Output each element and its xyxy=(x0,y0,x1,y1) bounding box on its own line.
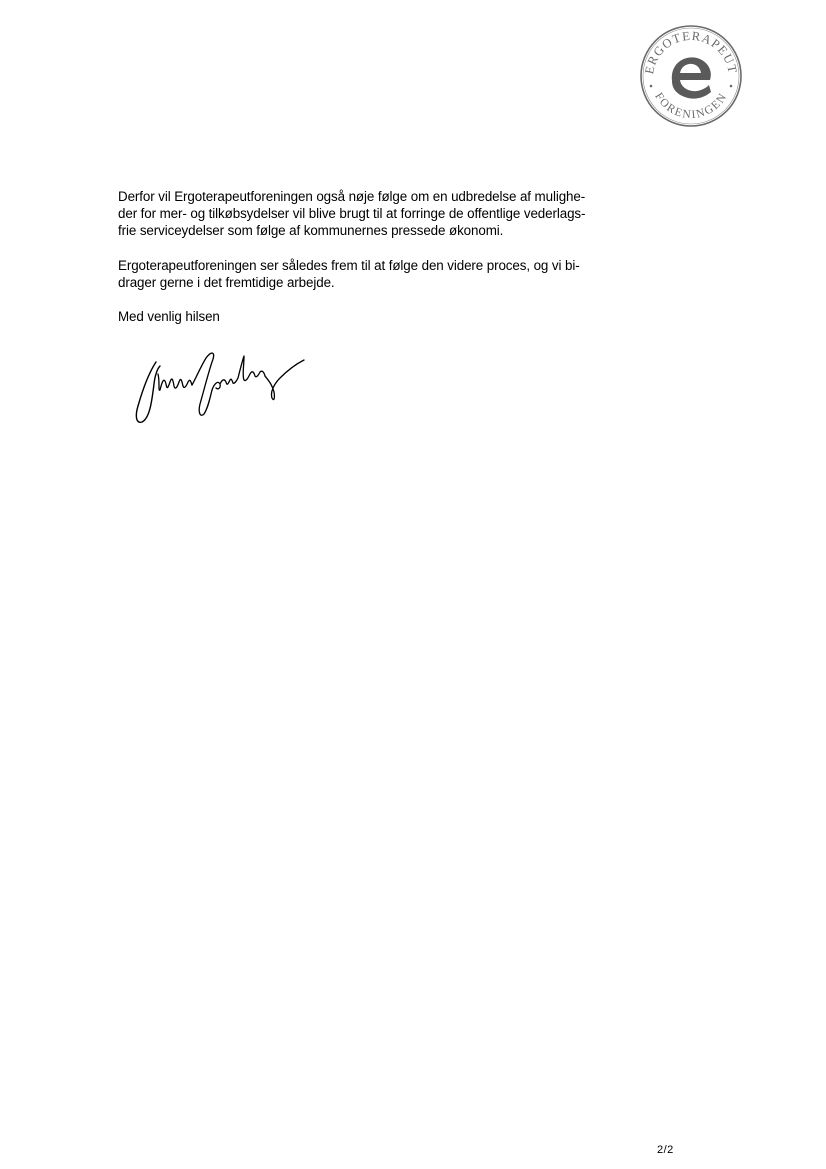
svg-text:FORENINGEN: FORENINGEN xyxy=(652,90,730,122)
paragraph-2 xyxy=(118,257,638,291)
paragraph-line: der for mer- og tilkøbsydelser vil blive brugt til at forringe de offentlige vederlags- xyxy=(118,206,586,222)
signature-icon xyxy=(128,344,308,428)
handwritten-signature xyxy=(128,344,308,428)
logo-seal-icon xyxy=(637,24,745,128)
closing-salutation: Med venlig hilsen xyxy=(118,309,220,325)
paragraph-line: Derfor vil Ergoterapeutforeningen også nøje følge om en udbredelse af mulighe- xyxy=(118,189,586,204)
paragraph-line: Ergoterapeutforeningen ser således frem til at følge den videre proces, og vi bi- xyxy=(118,257,580,273)
ergoterapeutforeningen-logo xyxy=(637,24,745,128)
svg-text:ERGOTERAPEUT: ERGOTERAPEUT xyxy=(642,28,740,76)
paragraph-1 xyxy=(118,188,638,240)
letter-body xyxy=(118,188,638,325)
page-number: 2/2 xyxy=(657,1144,674,1156)
paragraph-line: drager gerne i det fremtidige arbejde. xyxy=(118,274,335,290)
paragraph-line: frie serviceydelser som følge af kommunernes pressede økonomi. xyxy=(118,223,504,239)
